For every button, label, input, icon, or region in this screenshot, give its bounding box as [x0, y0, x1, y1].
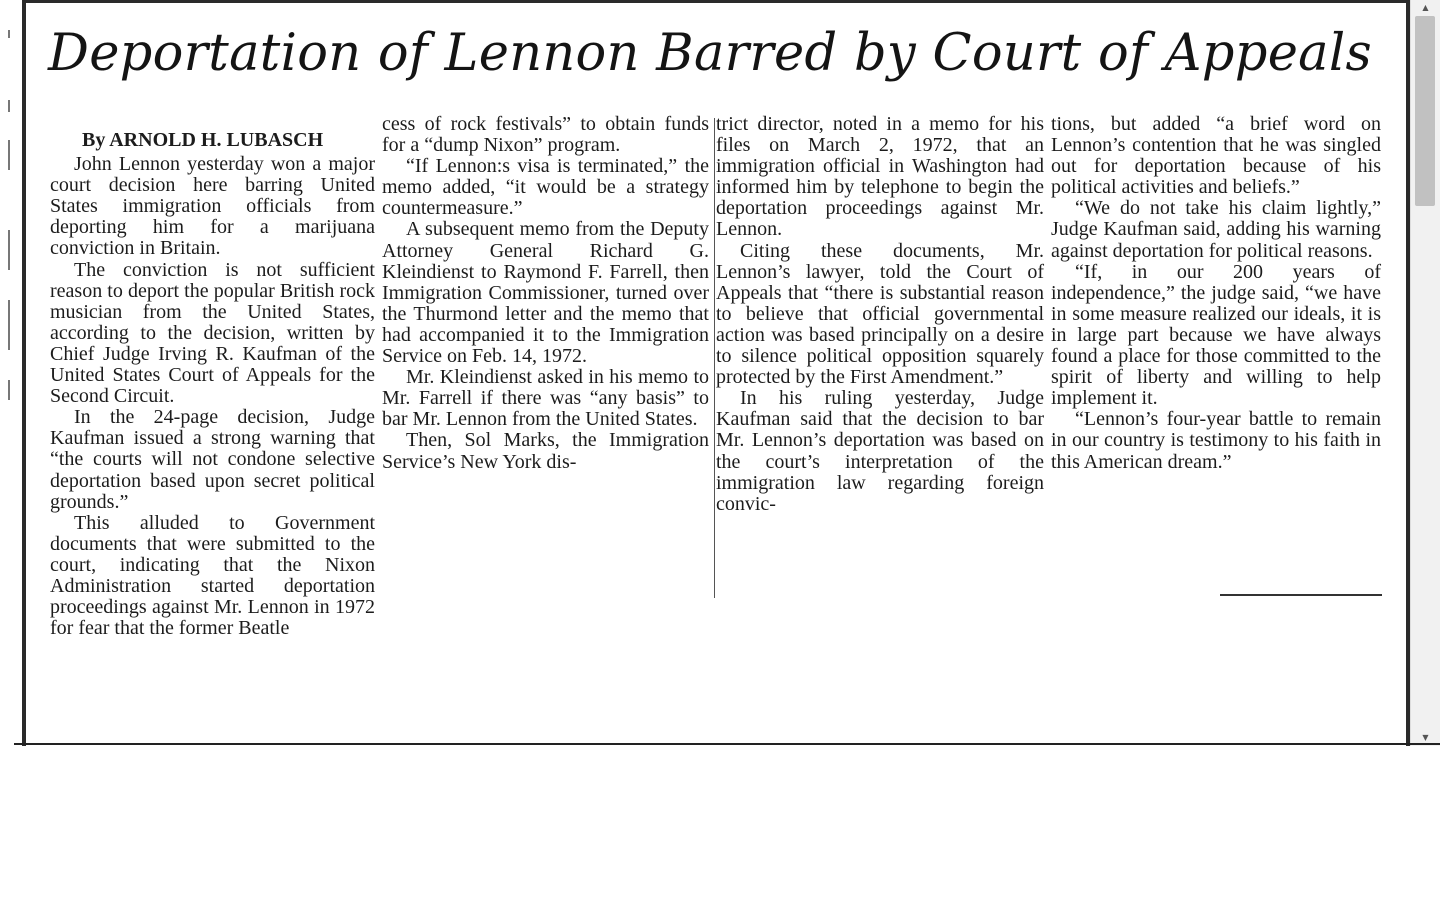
gutter-tick	[8, 140, 10, 170]
end-of-article-rule	[1220, 594, 1382, 596]
left-gutter	[0, 0, 22, 746]
scrollbar-thumb[interactable]	[1415, 16, 1435, 206]
article-paragraph: In the 24-page decision, Judge Kaufman issued a strong warning that “the courts will not condone selective deportation based upon secret political grounds.”	[50, 406, 375, 513]
gutter-tick	[8, 30, 10, 38]
scroll-up-arrow-icon[interactable]: ▲	[1422, 2, 1429, 12]
article-paragraph: “If Lennon:s visa is terminated,” the memo added, “it would be a strategy countermeasure.”	[382, 155, 709, 220]
article-paragraph: A subsequent memo from the Deputy Attorney General Richard G. Kleindienst to Raymond F. Farrell, then Immigration Commissioner, turned over the Thurmond letter and the memo that had accompanied it to the Immigration Service on Feb. 14, 1972.	[382, 218, 709, 368]
article-paragraph: tions, but added “a brief word on Lennon’s contention that he was singled out for deportation because of his political activities and beliefs.”	[1051, 113, 1381, 199]
article-paragraph: “Lennon’s four-year battle to remain in our country is testimony to his faith in this American dream.”	[1051, 408, 1381, 473]
article-byline: By ARNOLD H. LUBASCH	[82, 129, 324, 151]
gutter-tick	[8, 300, 10, 350]
article-paragraph: “We do not take his claim lightly,” Judge Kaufman said, adding his warning against deportation for political reasons.	[1051, 197, 1381, 262]
vertical-scrollbar[interactable]	[1410, 0, 1440, 746]
gutter-tick	[8, 100, 10, 112]
article-paragraph: “If, in our 200 years of independence,” the judge said, “we have in some measure realized our ideals, it is in large part because we have always found a place for those committed to the spirit of liberty and willing to help implement it.	[1051, 260, 1381, 410]
article-paragraph: This alluded to Government documents that were submitted to the court, indicating that the Nixon Administration started deportation proceedings against Mr. Lennon in 1972 for fear that the former Beatle	[50, 511, 375, 640]
column-divider	[714, 118, 715, 598]
scroll-down-arrow-icon[interactable]: ▼	[1422, 732, 1429, 742]
article-paragraph: Then, Sol Marks, the Immigration Service’s New York dis-	[382, 429, 709, 473]
article-paragraph: Citing these documents, Mr. Lennon’s lawyer, told the Court of Appeals that “there is substantial reason to believe that official governmental action was based principally on a desire to silence political opposition squarely protected by the First Amendment.”	[716, 239, 1044, 389]
article-column-4	[1051, 114, 1381, 473]
article-paragraph: In his ruling yesterday, Judge Kaufman said that the decision to bar Mr. Lennon’s deportation was based on the court’s interpretation of the immigration law regarding foreign convic-	[716, 387, 1044, 515]
article-paragraph: The conviction is not sufficient reason to deport the popular British rock musician from the United States, according to the decision, written by Chief Judge Irving R. Kaufman of the United States Court of Appeals for the Second Circuit.	[50, 258, 375, 408]
article-column-3	[716, 114, 1044, 515]
article-column-2	[382, 114, 709, 473]
gutter-tick	[8, 380, 10, 400]
viewer-bottom-border	[14, 743, 1440, 745]
gutter-tick	[8, 230, 10, 270]
article-paragraph: cess of rock festivals” to obtain funds for a “dump Nixon” program.	[382, 113, 709, 157]
article-headline: Deportation of Lennon Barred by Court of Appeals	[48, 24, 1372, 83]
article-column-1	[50, 130, 375, 639]
article-paragraph: John Lennon yesterday won a major court decision here barring United States immigration officials from deporting him for a marijuana conviction in Britain.	[50, 153, 375, 260]
article-paragraph: Mr. Kleindienst asked in his memo to Mr. Farrell if there was “any basis” to bar Mr. Lennon from the United States.	[382, 366, 709, 431]
article-paragraph: trict director, noted in a memo for his files on March 2, 1972, that an immigration official in Washington had informed him by telephone to begin the deportation proceedings against Mr. Lennon.	[716, 113, 1044, 241]
